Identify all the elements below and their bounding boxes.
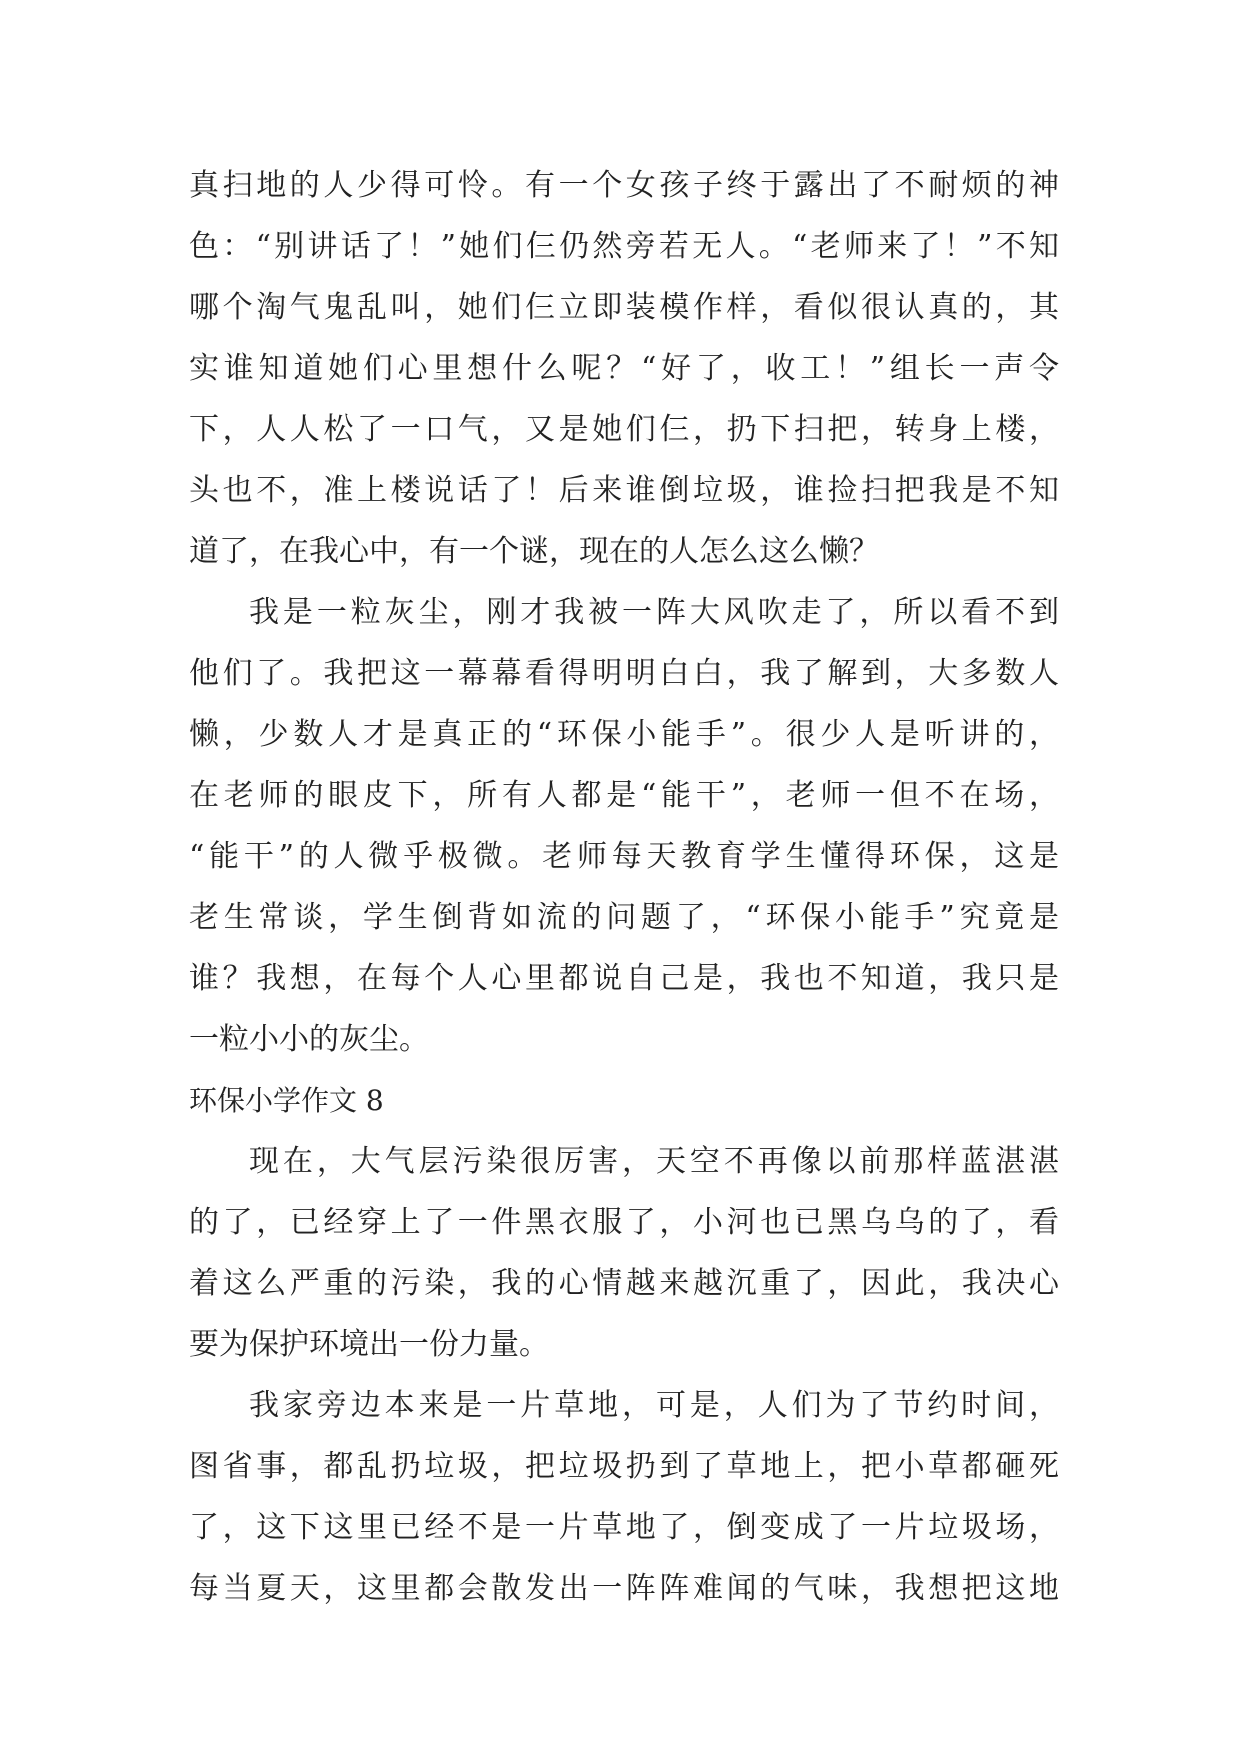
text-line: 他们了。我把这一幕幕看得明明白白，我了解到，大多数人	[189, 656, 1059, 691]
text-line: 的了，已经穿上了一件黑衣服了，小河也已黑乌乌的了，看	[189, 1205, 1059, 1240]
text-line: 色：“别讲话了！”她们仨仍然旁若无人。“老师来了！”不知	[189, 229, 1059, 264]
text-line: 头也不，准上楼说话了！后来谁倒垃圾，谁捡扫把我是不知	[189, 473, 1059, 508]
text-line: 了，这下这里已经不是一片草地了，倒变成了一片垃圾场，	[189, 1510, 1059, 1545]
section-heading: 环保小学作文 8	[189, 1084, 384, 1117]
text-line: “能干”的人微乎极微。老师每天教育学生懂得环保，这是	[189, 839, 1059, 874]
text-line: 实谁知道她们心里想什么呢？“好了，收工！”组长一声令	[189, 351, 1059, 386]
text-line: 懒，少数人才是真正的“环保小能手”。很少人是听讲的，	[189, 717, 1059, 752]
text-line: 着这么严重的污染，我的心情越来越沉重了，因此，我决心	[189, 1266, 1059, 1301]
paragraph-first-line: 现在，大气层污染很厉害，天空不再像以前那样蓝湛湛	[249, 1144, 1059, 1179]
text-line: 真扫地的人少得可怜。有一个女孩子终于露出了不耐烦的神	[189, 168, 1059, 203]
text-line: 图省事，都乱扔垃圾，把垃圾扔到了草地上，把小草都砸死	[189, 1449, 1059, 1484]
text-line: 老生常谈，学生倒背如流的问题了，“环保小能手”究竟是	[189, 900, 1059, 935]
text-line: 一粒小小的灰尘。	[189, 1022, 429, 1057]
paragraph-first-line: 我家旁边本来是一片草地，可是，人们为了节约时间，	[249, 1388, 1059, 1423]
text-line: 哪个淘气鬼乱叫，她们仨立即装模作样，看似很认真的，其	[189, 290, 1059, 325]
text-line: 要为保护环境出一份力量。	[189, 1327, 549, 1362]
text-line: 在老师的眼皮下，所有人都是“能干”，老师一但不在场，	[189, 778, 1059, 813]
text-line: 道了，在我心中，有一个谜，现在的人怎么这么懒？	[189, 534, 879, 569]
document-body	[189, 155, 1059, 1619]
text-line: 谁？我想，在每个人心里都说自己是，我也不知道，我只是	[189, 961, 1059, 996]
text-line: 下，人人松了一口气，又是她们仨，扔下扫把，转身上楼，	[189, 412, 1059, 447]
text-line: 每当夏天，这里都会散发出一阵阵难闻的气味，我想把这地	[189, 1571, 1059, 1606]
paragraph-first-line: 我是一粒灰尘，刚才我被一阵大风吹走了，所以看不到	[249, 595, 1059, 630]
